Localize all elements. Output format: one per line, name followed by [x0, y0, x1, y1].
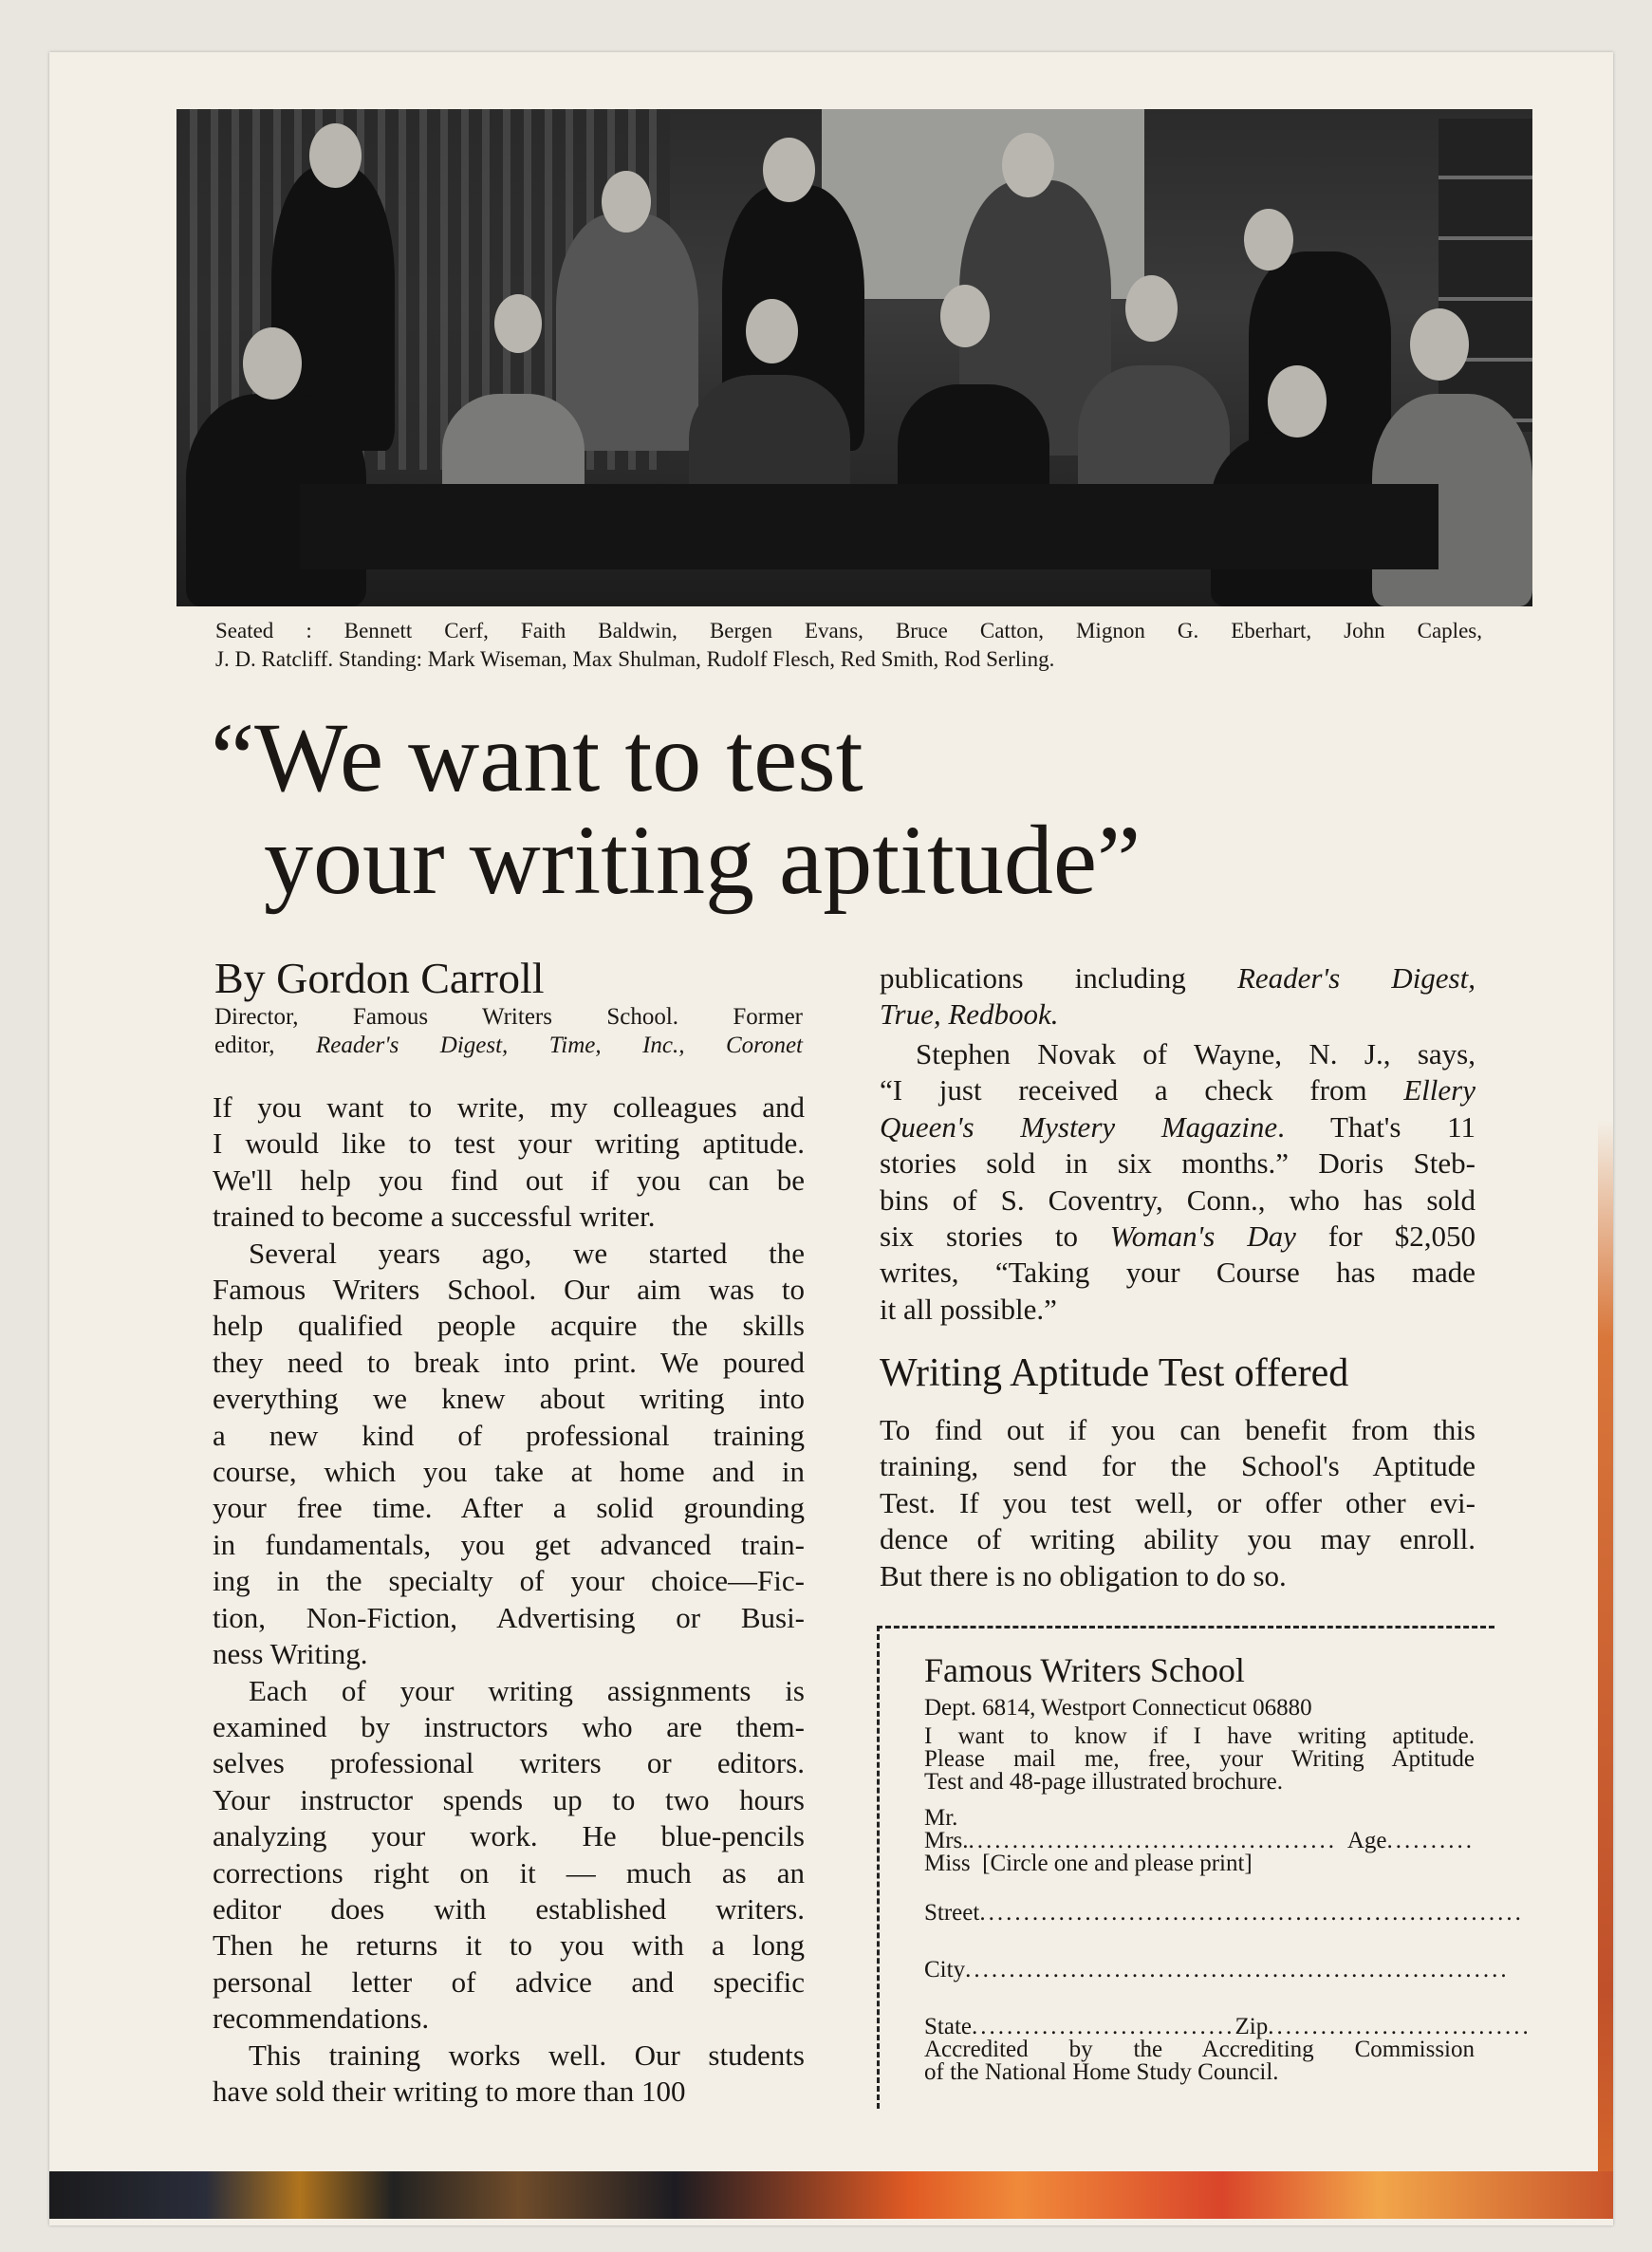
- coupon-address: Dept. 6814, Westport Connecticut 06880: [924, 1695, 1312, 1721]
- text-line: We'll help you find out if you can be: [213, 1163, 805, 1197]
- text-line: a new kind of professional training: [213, 1418, 805, 1452]
- text-span: for $2,050: [1295, 1219, 1476, 1254]
- photo-table: [300, 484, 1439, 569]
- cover-edge: [1598, 1120, 1613, 2211]
- text-line: ing in the specialty of your choice—Fic-: [213, 1564, 805, 1598]
- text-line: Each of your writing assignments is: [249, 1673, 805, 1707]
- person-standing: [1249, 251, 1391, 460]
- city-label: City: [924, 1957, 966, 1982]
- person-head: [309, 123, 362, 188]
- italic-text: Queen's Mystery Magazine: [880, 1109, 1278, 1144]
- text-span: “I just received a check from: [880, 1073, 1404, 1107]
- zip-field[interactable]: ..............................: [1268, 2014, 1531, 2039]
- text-line: tion, Non-Fiction, Advertising or Busi-: [213, 1600, 805, 1634]
- text-line: [880, 1448, 1476, 1484]
- text-span: Stephen Novak of Wayne, N. J., says,: [916, 1037, 1476, 1070]
- street-label: Street: [924, 1900, 980, 1926]
- person-head: [602, 171, 651, 233]
- person-head: [1410, 308, 1469, 381]
- text-line: This training works well. Our students: [249, 2038, 805, 2072]
- text-line: [880, 1182, 1476, 1219]
- text-line: [880, 1255, 1476, 1291]
- text-span: . That's 11: [1277, 1109, 1476, 1144]
- author-name: By Gordon Carroll: [214, 954, 545, 1002]
- name-field[interactable]: ..........................................: [968, 1828, 1338, 1853]
- text-span: But there is no obligation to do so.: [880, 1558, 1287, 1592]
- text-line: ness Writing.: [213, 1637, 368, 1671]
- right-column-testimonials: [880, 1036, 1476, 1328]
- text-line: examined by instructors who are them-: [213, 1709, 805, 1743]
- text-span: bins of S. Coventry, Conn., who has sold: [880, 1182, 1476, 1217]
- byline: [214, 954, 803, 1060]
- text-line: personal letter of advice and specific: [213, 1964, 805, 1999]
- person-head: [494, 294, 542, 353]
- text-line: [880, 1292, 1476, 1328]
- text-line: have sold their writing to more than 100: [213, 2074, 686, 2108]
- text-line: [880, 1485, 1476, 1521]
- zip-label: Zip: [1234, 2014, 1269, 2039]
- headline: [211, 703, 1142, 915]
- text-span: training, send for the School's Aptitude: [880, 1449, 1476, 1483]
- coupon-request-line: Test and 48-page illustrated brochure.: [924, 1769, 1283, 1795]
- person-head: [243, 327, 302, 400]
- headline-line-1: “We want to test: [211, 703, 863, 812]
- italic-text: Reader's Digest,: [1236, 961, 1476, 995]
- title-mr[interactable]: Mr.: [924, 1805, 958, 1831]
- person-head: [940, 285, 990, 347]
- accreditation-line: Accredited by the Accrediting Commission: [924, 2037, 1475, 2062]
- coupon-school-name: Famous Writers School: [924, 1651, 1245, 1689]
- text-line: [880, 960, 1476, 996]
- person-head: [746, 299, 798, 363]
- text-line: corrections right on it — much as an: [213, 1855, 805, 1889]
- person-head: [763, 138, 815, 202]
- city-field[interactable]: ..............................................................: [965, 1957, 1510, 1982]
- accreditation-line: of the National Home Study Council.: [924, 2059, 1279, 2085]
- mail-in-coupon: [877, 1626, 1531, 2109]
- text-line: [880, 1036, 1476, 1072]
- text-line: trained to become a successful writer.: [213, 1200, 656, 1234]
- text-span: To find out if you can benefit from this: [880, 1413, 1476, 1446]
- text-line: Several years ago, we started the: [249, 1236, 805, 1270]
- person-standing: [556, 214, 698, 451]
- age-label: Age: [1346, 1828, 1387, 1853]
- text-line: course, which you take at home and in: [213, 1455, 805, 1489]
- text-line: [880, 1072, 1476, 1108]
- text-line: [880, 1558, 1476, 1594]
- cover-color-strip: [49, 2171, 1613, 2219]
- text-line: analyzing your work. He blue-pencils: [213, 1819, 805, 1853]
- text-span: Test. If you test well, or offer other evi-: [880, 1485, 1476, 1519]
- photo-bookshelf: [1439, 119, 1532, 432]
- text-line: selves professional writers or editors.: [213, 1746, 805, 1780]
- person-head: [1125, 275, 1178, 342]
- text-line: [880, 1219, 1476, 1255]
- text-line: [880, 1412, 1476, 1448]
- text-span: six stories to: [880, 1219, 1110, 1254]
- left-column: [213, 1089, 805, 2110]
- text-line: editor does with established writers.: [213, 1891, 805, 1926]
- text-span: it all possible.”: [880, 1292, 1057, 1326]
- text-line: [880, 1145, 1476, 1182]
- italic-text: Woman's Day: [1109, 1219, 1296, 1254]
- caption-line: Seated : Bennett Cerf, Faith Baldwin, Bergen Evans, Bruce Catton, Mignon G. Eberhart, John Caples,: [215, 619, 1482, 642]
- author-role-prefix: editor,: [214, 1033, 317, 1058]
- right-column-intro: [880, 960, 1476, 1033]
- text-line: I would like to test your writing aptitude.: [213, 1126, 805, 1161]
- person-head: [1002, 133, 1054, 197]
- text-line: Your instructor spends up to two hours: [213, 1782, 805, 1816]
- text-span: writes, “Taking your Course has made: [880, 1256, 1476, 1290]
- group-photo: [176, 109, 1532, 606]
- text-line: If you want to write, my colleagues and: [213, 1090, 805, 1124]
- italic-text: Ellery: [1403, 1073, 1476, 1107]
- title-miss[interactable]: Miss: [924, 1851, 971, 1876]
- text-line: everything we knew about writing into: [213, 1382, 805, 1416]
- text-line: help qualified people acquire the skills: [213, 1309, 805, 1343]
- author-role: Director, Famous Writers School. Former: [214, 1004, 803, 1030]
- text-line: your free time. After a solid grounding: [213, 1491, 805, 1525]
- text-line: they need to break into print. We poured: [213, 1345, 805, 1379]
- person-head: [1268, 365, 1327, 437]
- coupon-request-line: I want to know if I have writing aptitude.: [924, 1723, 1475, 1749]
- section-heading: Writing Aptitude Test offered: [880, 1351, 1349, 1395]
- text-span: dence of writing ability you may enroll.: [880, 1522, 1476, 1556]
- circle-note: [Circle one and please print]: [982, 1851, 1253, 1876]
- coupon-request-line: Please mail me, free, your Writing Aptitude: [924, 1746, 1475, 1772]
- text-line: [880, 996, 1476, 1033]
- author-role-publications: Reader's Digest, Time, Inc., Coronet: [316, 1033, 803, 1058]
- text-span: publications including: [880, 961, 1237, 995]
- right-column-offer: [880, 1412, 1476, 1594]
- street-field[interactable]: ..............................................................: [979, 1900, 1524, 1926]
- state-field[interactable]: ..............................: [972, 2014, 1235, 2039]
- person-head: [1244, 209, 1293, 270]
- caption-line: J. D. Ratcliff. Standing: Mark Wiseman, Max Shulman, Rudolf Flesch, Red Smith, Rod Serling.: [215, 647, 1055, 671]
- title-mrs[interactable]: Mrs.: [924, 1828, 969, 1853]
- photo-caption: [215, 617, 1482, 674]
- text-line: Then he returns it to you with a long: [213, 1928, 805, 1963]
- italic-text: True, Redbook.: [880, 997, 1059, 1032]
- age-field[interactable]: ..........: [1386, 1828, 1475, 1853]
- text-line: Famous Writers School. Our aim was to: [213, 1273, 805, 1307]
- state-label: State: [924, 2014, 972, 2039]
- text-line: recommendations.: [213, 2001, 430, 2036]
- text-line: in fundamentals, you get advanced train-: [213, 1527, 805, 1561]
- text-line: [880, 1521, 1476, 1557]
- text-line: [880, 1109, 1476, 1145]
- headline-line-2: your writing aptitude”: [264, 806, 1142, 915]
- text-span: stories sold in six months.” Doris Steb-: [880, 1146, 1476, 1181]
